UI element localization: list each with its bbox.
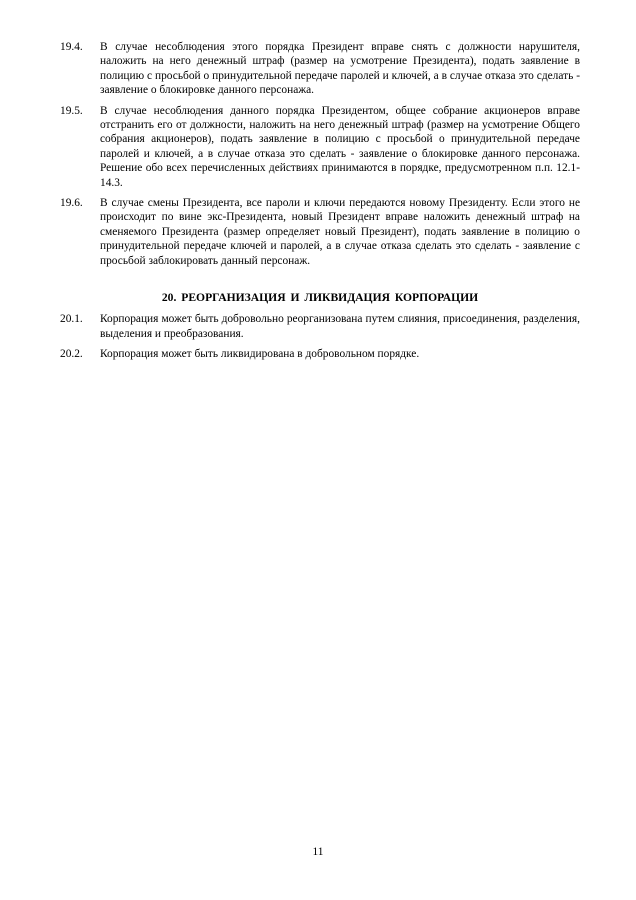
clause-number: 20.2.	[60, 347, 83, 360]
clause-20-2	[60, 347, 580, 361]
clause-text: Корпорация может быть добровольно реорганизована путем слияния, присоединения, разделения, выделения и преобразования.	[100, 313, 580, 340]
clause-text: В случае несоблюдения данного порядка Президентом, общее собрание акционеров вправе отстранить его от должности, наложить на него денежный штраф (размер на усмотрение Общего собрания акционеров), подать заявление в полицию с просьбой о принудительной передаче паролей и ключей, а в случае отказа это сделать - заявление о блокировке данного персонажа. Решение обо всех перечисленных действиях принимаются в порядке, предусмотренном п.п. 12.1-14.3.	[100, 104, 580, 189]
clause-19-5	[60, 104, 580, 190]
clause-20-1	[60, 312, 580, 341]
clause-number: 20.1.	[60, 313, 83, 326]
clause-text: Корпорация может быть ликвидирована в добровольном порядке.	[100, 347, 420, 360]
clause-number: 19.5.	[60, 104, 83, 117]
page-number: 11	[312, 846, 324, 858]
clause-19-6	[60, 196, 580, 268]
clause-number: 19.4.	[60, 41, 83, 53]
clause-text: В случае смены Президента, все пароли и ключи передаются новому Президенту. Если этого не происходит по вине экс-Президента, новый Президент вправе наложить денежный штраф на сменяемого Президента (размер определяет новый Президент), подать заявление в полицию о принудительной передаче ключей и паролей, а в случае отказа сделать это сделать - заявление с просьбой заблокировать данный персонаж.	[100, 197, 580, 267]
clause-text: В случае несоблюдения этого порядка Президент вправе снять с должности нарушителя, наложить на него денежный штраф (размер на усмотрение Президента), подать заявление в полицию с просьбой о принудительной передаче паролей и ключей, а в случае отказа это сделать - заявление о блокировке данного персонажа.	[100, 41, 580, 97]
clause-19-4	[60, 40, 580, 98]
clause-number: 19.6.	[60, 197, 83, 210]
section-heading: 20. РЕОРГАНИЗАЦИЯ И ЛИКВИДАЦИЯ КОРПОРАЦИИ	[161, 291, 479, 305]
